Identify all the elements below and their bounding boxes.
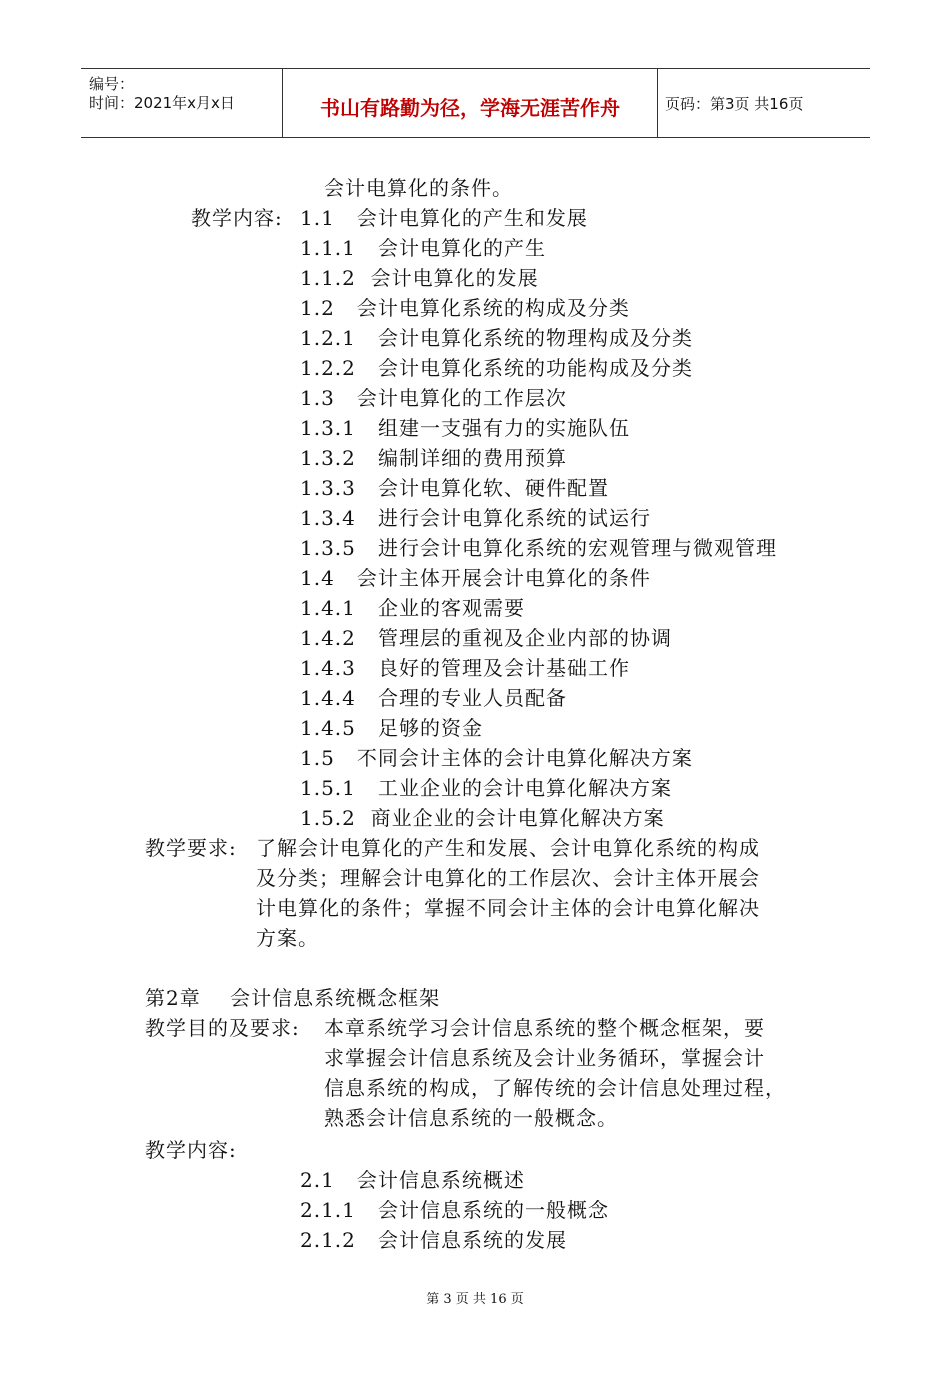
outline-item: 1.4.5 足够的资金 <box>300 716 483 740</box>
carry-over-line: 会计电算化的条件。 <box>324 176 513 200</box>
objective-line: 熟悉会计信息系统的一般概念。 <box>324 1106 618 1130</box>
header-motto: 书山有路勤为径，学海无涯苦作舟 <box>320 96 620 120</box>
objective-label: 教学目的及要求: <box>145 1016 300 1040</box>
requirement-line: 方案。 <box>256 926 319 950</box>
outline-item: 1.4.3 良好的管理及会计基础工作 <box>300 656 630 680</box>
objective-line: 本章系统学习会计信息系统的整个概念框架，要 <box>324 1016 765 1040</box>
outline-item: 1.3.5 进行会计电算化系统的宏观管理与微观管理 <box>300 536 777 560</box>
outline-item: 1.2.2 会计电算化系统的功能构成及分类 <box>300 356 693 380</box>
outline-item: 1.1.2 会计电算化的发展 <box>300 266 539 290</box>
outline-item: 2.1.1 会计信息系统的一般概念 <box>300 1198 609 1222</box>
outline-item: 1.1 会计电算化的产生和发展 <box>300 206 588 230</box>
outline-item: 1.5 不同会计主体的会计电算化解决方案 <box>300 746 693 770</box>
requirement-line: 及分类；理解会计电算化的工作层次、会计主体开展会 <box>256 866 760 890</box>
requirement-line: 计电算化的条件；掌握不同会计主体的会计电算化解决 <box>256 896 760 920</box>
requirement-line: 了解会计电算化的产生和发展、会计电算化系统的构成 <box>256 836 760 860</box>
header-meta <box>89 75 235 113</box>
outline-item: 1.4.2 管理层的重视及企业内部的协调 <box>300 626 672 650</box>
outline-item: 1.4.4 合理的专业人员配备 <box>300 686 567 710</box>
outline-item: 1.1.1 会计电算化的产生 <box>300 236 546 260</box>
page-footer: 第 3 页 共 16 页 <box>426 1292 524 1307</box>
objective-line: 信息系统的构成，了解传统的会计信息处理过程， <box>324 1076 786 1100</box>
page-header <box>81 68 870 138</box>
outline-item: 1.3.3 会计电算化软、硬件配置 <box>300 476 609 500</box>
chapter-title: 第2章 会计信息系统概念框架 <box>145 986 441 1010</box>
outline-item: 1.3.1 组建一支强有力的实施队伍 <box>300 416 630 440</box>
outline-item: 1.4 会计主体开展会计电算化的条件 <box>300 566 651 590</box>
date-label: 时间：2021年x月x日 <box>89 94 235 112</box>
requirement-label: 教学要求: <box>145 836 237 860</box>
code-label: 编号： <box>89 75 135 93</box>
outline-item: 2.1.2 会计信息系统的发展 <box>300 1228 567 1252</box>
outline-item: 1.5.2 商业企业的会计电算化解决方案 <box>300 806 665 830</box>
header-page-info: 页码：第3页 共16页 <box>665 95 804 113</box>
outline-item: 1.2.1 会计电算化系统的物理构成及分类 <box>300 326 693 350</box>
header-divider <box>657 69 658 137</box>
objective-line: 求掌握会计信息系统及会计业务循环，掌握会计 <box>324 1046 765 1070</box>
outline-item: 1.3.4 进行会计电算化系统的试运行 <box>300 506 651 530</box>
outline-item: 1.5.1 工业企业的会计电算化解决方案 <box>300 776 672 800</box>
outline-item: 1.3.2 编制详细的费用预算 <box>300 446 567 470</box>
teaching-content-label: 教学内容: <box>191 206 283 230</box>
teaching-content-label: 教学内容: <box>145 1138 237 1162</box>
outline-item: 2.1 会计信息系统概述 <box>300 1168 525 1192</box>
outline-item: 1.3 会计电算化的工作层次 <box>300 386 567 410</box>
outline-item: 1.2 会计电算化系统的构成及分类 <box>300 296 630 320</box>
outline-item: 1.4.1 企业的客观需要 <box>300 596 525 620</box>
